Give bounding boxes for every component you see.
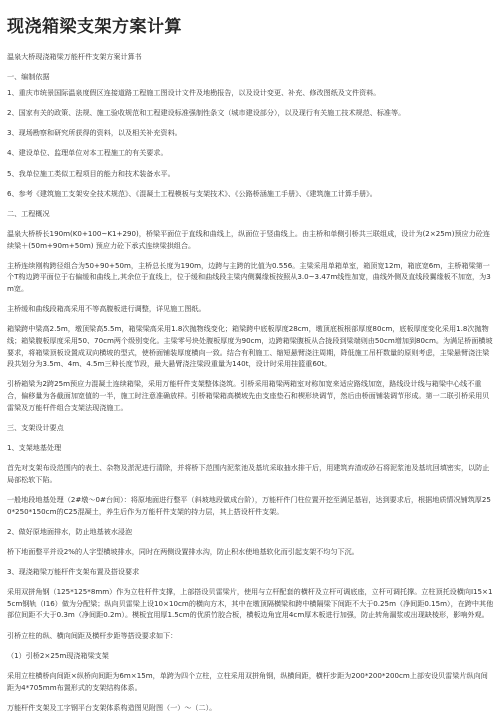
section-heading: 一、编制依据 — [7, 72, 50, 82]
document-subtitle: 温泉大桥现浇箱梁万能杆件支架方案计算书 — [7, 52, 142, 61]
paragraph: 首先对支架布设范围内的表土、杂物及淤泥进行清除，并将桥下范围内泥浆池及基坑采取抽水排干后，用建筑弃渣或砂石将泥浆池及基坑回填密实，以防止局部松软下陷。 — [7, 463, 490, 484]
paragraph: 6、参考《建筑施工支架安全技术规范》、《混凝土工程模板与支架技术》、《公路桥涵施工手册》、《建筑施工计算手册》。 — [7, 188, 377, 198]
paragraph: 采用立柱横桥向间距×纵桥向间距为6m×15m，单跨为四个立柱，立柱采用双拼角钢，纵横间距，横杆步距为200*200*200cm上部安设贝雷梁片纵向间距为4*705mm布置形式的支架结构体系。 — [7, 671, 488, 692]
subsection-heading: 3、现浇箱梁万能杆件支架布置及搭设要求 — [7, 567, 140, 577]
document-title: 现浇箱梁支架方案计算 — [7, 17, 182, 37]
paragraph: 3、现场勘察和研究所获得的资料，以及相关补充资料。 — [7, 128, 182, 138]
paragraph: 主桥缓和曲线段箱高采用不等高腹板进行调整，详见施工图纸。 — [7, 304, 206, 314]
paragraph: 4、建设单位、监理单位对本工程施工的有关要求。 — [7, 148, 168, 158]
subsection-heading: 1、支架地基处理 — [7, 442, 62, 452]
subsection-heading: （1）引桥2×25m现浇箱梁支架 — [7, 650, 109, 660]
paragraph: 桥下地面整平并设2%的人字型横坡排水，同时在两侧设置排水沟，防止积水使地基软化而引起支架不均匀下沉。 — [7, 546, 359, 556]
paragraph: 主桥连续刚构跨径组合为50+90+50m，主桥总长度为190m，边跨与主跨的比值为0.556。主梁采用单箱单室，箱顶宽12m，箱底宽6m，主桥箱梁第一个T构边跨平面位于右偏缓和曲线上,其余位于直线上，位于缓和曲线段主梁内侧翼缘板按照从3.0~3.47m线性加宽，曲线外侧及直线段翼缘板不加宽，为3m宽。 — [7, 260, 491, 294]
subsection-heading: 2、做好原地面排水，防止地基被水浸泡 — [7, 526, 133, 536]
paragraph: 引桥箱梁为2跨25m预应力混凝土连续箱梁，采用万能杆件支架整体浇筑。引桥采用箱梁两箱室对称加宽来适应路线加宽，路线设计线与箱梁中心线不重合，偏移量为各截面加宽值的一半，施工时注意准确放样。引桥箱梁箱高横坡先由支座垫石和楔形块调节，然后由桥面铺装调节形成。第一二联引桥采用贝雷梁及万能杆件组合支架法现浇施工。 — [7, 379, 490, 412]
document-body — [7, 51, 494, 713]
paragraph: 采用双拼角钢（125*125*8mm）作为立柱杆件支撑，上部搭设贝雷梁片，使用与立杆配套的横杆及立杆可调底座，立杆可调托撑。立柱顶托设横向I15×15cm钢轨（I16）做为分配梁；纵向贝雷梁上设10×10cm的横向方木，其中在墩顶隔横梁和跨中横隔梁下间距不大于0.25m（净间距0.15m），在跨中其他部位间距不大于0.3m（净间距0.2m）。模板宜用厚1.5cm的优质竹胶合板，横板边角宜用4cm厚木板进行加强，防止转角漏浆或出现缺棱形，影响外观。 — [7, 587, 494, 620]
paragraph: 箱梁跨中梁高2.5m，墩顶梁高5.5m，箱梁梁高采用1.8次抛物线变化；箱梁跨中底板厚度28cm，墩顶底板根部厚度80cm，底板厚度变化采用1.8次抛物线；箱梁腹板厚度采用50、70cm两个级别变化。主梁零号块处腹板厚度为90cm，边跨箱梁腹板从合拢段到梁端则由50cm增加到80cm。为满足桥面横坡要求，将箱梁顶板设置成双向横坡的型式，使桥面铺装厚度横向一致。结合有利施工、缩短悬臂浇注周期，降低施工吊杆数量的原则考虑，主梁悬臂浇注梁段共划分为3.5m、4m、4.5m三种长度节段，最大悬臂浇注梁段重量为140t，设计时采用挂篮重60t。 — [7, 324, 493, 369]
paragraph: 引桥立柱的纵、横向间距及横杆步距等搭设要求如下： — [7, 630, 178, 640]
section-heading: 三、支架设计要点 — [7, 422, 64, 432]
paragraph: 温泉大桥桥长190m(K0+100~K1+290)，桥梁平面位于直线和曲线上，纵面位于竖曲线上。由主桥和单侧引桥共三联组成，设计为(2×25m)预应力砼连续梁＋(50m+90m+50m) 预应力砼下承式连续梁拱组合。 — [7, 229, 490, 250]
paragraph: 2、国家有关的政策、法规、施工验收规范和工程建设标准强制性条文（城市建设部分），以及现行有关施工技术规范、标准等。 — [7, 107, 406, 117]
section-heading: 二、工程概况 — [7, 208, 50, 218]
paragraph: 5、我单位施工类似工程项目的能力和技术装备水平。 — [7, 168, 175, 178]
paragraph: 万能杆件支架及工字钢平台支架体系构造图见附图（一）～（二）。 — [7, 702, 217, 712]
paragraph: 1、重庆市统景国际温泉度假区连接道路工程施工图设计文件及地勘报告，以及设计变更、补充、修改图纸及文件资料。 — [7, 87, 381, 97]
paragraph: 一般地段地基处理（2#墩～0#台间）：将原地面进行整平（斜坡地段做成台阶），万能杆件门柱位置开挖至满足基岩，达到要求后，根据地质情况铺筑厚250*250*150cm的C25混凝土，养生后作为万能杆件支架的持力层，其上搭设杆件支架。 — [7, 494, 491, 516]
